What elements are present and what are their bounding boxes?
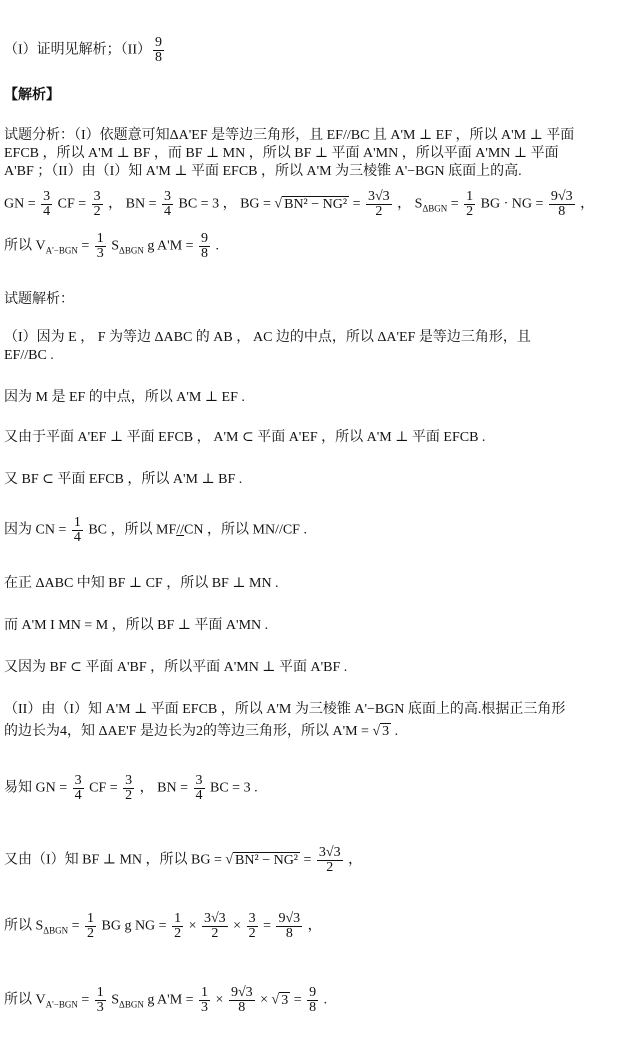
frac-1-3: $\frac{1}{3}$ bbox=[201, 985, 209, 1015]
answer-part2: （II） bbox=[120, 42, 151, 58]
frac-3-4: $\frac{3}{4}$ bbox=[74, 773, 82, 803]
solution-line-6: 因为 CN = $\frac{1}{4}$ BC ，所以 MF//CN ，所以 MN//CF . bbox=[4, 515, 307, 545]
analysis-line-5: 所以 $V_{A'-BGN}$ = $\frac{1}{3}$ $S_{\Delta BGN}$ g A'M = $\frac{9}{8}$ . bbox=[4, 231, 220, 261]
solution-line-3: 因为 M 是 EF 的中点，所以 A'M ⊥ EF . bbox=[4, 390, 245, 405]
frac-3root3-2: $\frac{3√3}{2}$ bbox=[203, 911, 226, 941]
frac-3-4: $\frac{3}{4}$ bbox=[164, 189, 171, 219]
frac-3root3-2: $\frac{3√3}{2}$ bbox=[318, 845, 341, 875]
solution-line-2: EF//BC . bbox=[4, 348, 54, 363]
solution-line-8: 而 A'M I MN = M ，所以 BF ⊥ 平面 A'MN . bbox=[4, 618, 269, 633]
frac-9root3-8: $\frac{9√3}{8}$ bbox=[230, 985, 253, 1015]
frac-3-2: $\frac{3}{2}$ bbox=[248, 911, 256, 941]
solution-heading: 试题解析： bbox=[4, 292, 74, 307]
solution-line-1: （I）因为 E ， F 为等边 ΔABC 的 AB ， AC 边的中点，所以 ΔA'EF 是等边三角形，且 bbox=[4, 330, 531, 345]
frac-3root3-2: $\frac{3√3}{2}$ bbox=[367, 189, 390, 219]
frac-9-8: $\frac{9}{8}$ bbox=[309, 985, 317, 1015]
analysis-line-4: GN = $\frac{3}{4}$ CF = $\frac{3}{2}$ ， BN = $\frac{3}{4}$ BC = 3 ， BG = √ BN² − NG² = $\frac{3√3}{2}$ ， $S_{\Delta BGN}$ = $\frac{1}{2}$ BG · NG = $\frac{9√3}{8}$ ， bbox=[4, 189, 595, 219]
solution-line-13: 又由（I）知 BF ⊥ MN ，所以 BG = √ BN² − NG² = $\frac{3√3}{2}$ ， bbox=[4, 845, 363, 875]
frac-1-2: $\frac{1}{2}$ bbox=[174, 911, 182, 941]
solution-line-10: （II）由（I）知 A'M ⊥ 平面 EFCB ，所以 A'M 为三棱锥 A'−BGN 底面上的高.根据正三角形 bbox=[4, 702, 566, 717]
analysis-line-1: 试题分析：（I）依题意可知ΔA'EF 是等边三角形，且 EF//BC 且 A'M ⊥ EF ，所以 A'M ⊥ 平面 bbox=[4, 128, 575, 143]
solution-line-15: 所以 $V_{A'-BGN}$ = $\frac{1}{3}$ $S_{\Delta BGN}$ g A'M = $\frac{1}{3}$ × $\frac{9√3}{8}$ × √ 3 = $\frac{9}{8}$ . bbox=[4, 985, 328, 1015]
frac-9-8: $\frac{9}{8}$ bbox=[201, 231, 209, 261]
frac-3-2: $\frac{3}{2}$ bbox=[125, 773, 133, 803]
answer-line bbox=[4, 36, 626, 65]
solution-line-11: 的边长为4，知 ΔAE'F 是边长为2的等边三角形，所以 A'M = √ 3 . bbox=[4, 724, 399, 739]
solution-line-5: 又 BF ⊂ 平面 EFCB ，所以 A'M ⊥ BF . bbox=[4, 472, 243, 487]
solution-line-7: 在正 ΔABC 中知 BF ⊥ CF ，所以 BF ⊥ MN . bbox=[4, 576, 279, 591]
solution-line-14: 所以 $S_{\Delta BGN}$ = $\frac{1}{2}$ BG g NG = $\frac{1}{2}$ × $\frac{3√3}{2}$ × $\frac{3}{2}$ = $\frac{9√3}{8}$ ， bbox=[4, 911, 322, 941]
frac-3-4: $\frac{3}{4}$ bbox=[195, 773, 203, 803]
answer-part1: （I）证明见解析； bbox=[4, 42, 121, 58]
answer-fraction: $\frac{9}{8}$ bbox=[155, 35, 162, 65]
analysis-heading: 【解析】 bbox=[4, 88, 60, 103]
frac-9root3-8: $\frac{9√3}{8}$ bbox=[550, 189, 573, 219]
frac-3-2: $\frac{3}{2}$ bbox=[93, 189, 101, 219]
frac-1-2: $\frac{1}{2}$ bbox=[87, 911, 94, 941]
frac-9root3-8: $\frac{9√3}{8}$ bbox=[278, 911, 301, 941]
frac-3-4: $\frac{3}{4}$ bbox=[43, 189, 51, 219]
frac-1-3: $\frac{1}{3}$ bbox=[96, 985, 104, 1015]
solution-line-12: 易知 GN = $\frac{3}{4}$ CF = $\frac{3}{2}$ ， BN = $\frac{3}{4}$ BC = 3 . bbox=[4, 773, 258, 803]
analysis-line-2: EFCB ，所以 A'M ⊥ BF ，而 BF ⊥ MN ，所以 BF ⊥ 平面 A'MN ，所以平面 A'MN ⊥ 平面 bbox=[4, 146, 559, 161]
solution-line-9: 又因为 BF ⊂ 平面 A'BF ，所以平面 A'MN ⊥ 平面 A'BF . bbox=[4, 660, 348, 675]
frac-1-2: $\frac{1}{2}$ bbox=[466, 189, 474, 219]
frac-1-3: $\frac{1}{3}$ bbox=[96, 231, 104, 261]
frac-1-4: $\frac{1}{4}$ bbox=[73, 515, 81, 545]
solution-line-4: 又由于平面 A'EF ⊥ 平面 EFCB ， A'M ⊂ 平面 A'EF ，所以 A'M ⊥ 平面 EFCB . bbox=[4, 430, 486, 445]
analysis-line-3: A'BF ；（II）由（I）知 A'M ⊥ 平面 EFCB ，所以 A'M 为三棱锥 A'−BGN 底面上的高. bbox=[4, 164, 522, 179]
